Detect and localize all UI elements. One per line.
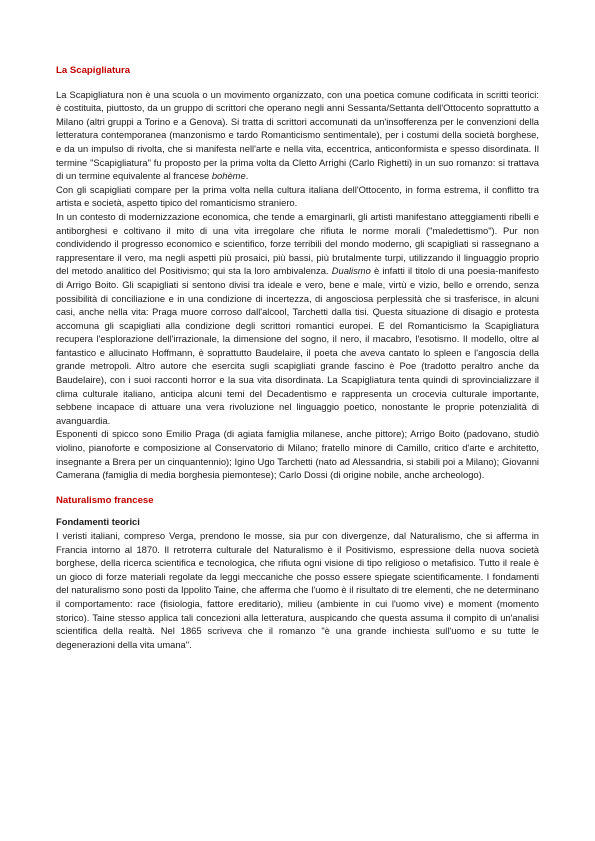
paragraph-context — [56, 210, 539, 428]
text-run: . — [245, 170, 249, 182]
text-run: è infatti il titolo di una poesia-manifesto di Arrigo Boito. Gli scapigliati si sentono divisi tra ideale e vero, bene e male, virtù e vizio, bello e orrendo, senza possibilità di conciliazione e in una condizione di incertezza, di angosciosa perplessità che si trasferisce, in alcuni casi, anche nella vita: Praga muore corroso dall'alcool, Tarchetti dalla tisi. Questa situazione di disagio e protesta accomuna gli scapigliati alla condizione degli scrittori romantici europei. E del Romanticismo la Scapigliatura recupera l'esplorazione dell'irrazionale, la dimensione del sogno, il nero, il macabro, l'esotismo. Il modello, oltre al fantastico e allucinato Hoffmann, è soprattutto Baudelaire, il poeta che aveva cantato lo spleen e l'angoscia della grande metropoli. Altro autore che esercita sugli scapigliati grande fascino è Poe (tradotto peraltro anche da Baudelaire), con i suoi racconti horror e la sua vita disordinata. La Scapigliatura tenta quindi di sprovincializzare il clima culturale italiano, anticipa alcuni temi del Decadentismo e rappresenta un crocevia culturale importante, sebbene incapace di attuare una vera rivoluzione nel linguaggio poetico, nonostante le proprie potenzialità di avanguardia. — [56, 265, 539, 426]
section-heading-naturalismo: Naturalismo francese — [56, 494, 154, 506]
paragraph-conflict: Con gli scapigliati compare per la prima volta nella cultura italiana dell'Ottocento, in forma estrema, il conflitto tra artista e società, aspetto tipico del romanticismo straniero. — [56, 183, 539, 209]
text-run: In un contesto di modernizzazione economica, che tende a emarginarli, gli artisti manifestano atteggiamenti ribelli e antiborghesi e coltivano il mito di una vita irregolare che rifiuta le norme morali ("maledettismo"). Pur non condividendo il progresso economico e scientifico, forze terribili del mondo moderno, gli scapigliati si rassegnano a rappresentare il vero, ma negli aspetti più prosaici, più bassi, più brutalmente turpi, utilizzando il linguaggio proprio del metodo analitico del Positivismo; qui sta la loro ambivalenza. — [56, 210, 539, 277]
paragraph-naturalismo: I veristi italiani, compreso Verga, prendono le mosse, sia pur con divergenze, dal Naturalismo, che si afferma in Francia intorno al 1870. Il retroterra culturale del Naturalismo è il Positivismo, espressione della nuova società borghese, della ricerca scientifica e tecnologica, che rifiuta ogni visione di tipo religioso o metafisico. Tutto il reale è un gioco di forze materiali regolate da leggi meccaniche che posso essere spiegate scientificamente. I fondamenti del naturalismo sono posti da Ippolito Taine, che afferma che l'uomo è il risultato di tre elementi, che ne determinano il comportamento: race (fisiologia, fattore ereditario), milieu (ambiente in cui l'uomo vive) e moment (momento storico). Taine stesso applica tali concezioni alla letteratura, auspicando che questa assuma il compito di un'analisi scientifica della realtà. Nel 1865 scriveva che il romanzo "è una grande inchiesta sull'uomo e su tutte le degenerazioni della vita umana". — [56, 530, 539, 650]
text-run: La Scapigliatura non è una scuola o un movimento organizzato, con una poetica comune codificata in scritti teorici: è costituita, piuttosto, da un gruppo di scrittori che operano negli anni Sessanta/Settanta dell'Ottocento soprattutto a Milano (altri gruppi a Torino e a Genova). Si tratta di scrittori accomunati da un'insofferenza per le convenzioni della letteratura contemporanea (manzonismo e tardo Romanticismo sentimentale), per i costumi della società borghese, e da un impulso di rivolta, che si manifesta nell'arte e nella vita, eccentrica, anticonformista e spesso disordinata. Il termine "Scapigliatura" fu proposto per la prima volta da Cletto Arrighi (Carlo Righetti) in un suo romanzo: si trattava di un termine equivalente al francese — [56, 88, 539, 182]
paragraph-scapigliatura-intro — [56, 88, 539, 183]
subheading-fondamenti: Fondamenti teorici — [56, 516, 140, 528]
paragraph-exponents: Esponenti di spicco sono Emilio Praga (di agiata famiglia milanese, anche pittore); Arrigo Boito (padovano, studiò violino, pianoforte e composizione al Conservatorio di Milano; fratello minore di Camillo, critico d'arte e architetto, insegnante a Brera per un cinquantennio); Igino Ugo Tarchetti (nato ad Alessandria, si stabili poi a Milano); Giovanni Camerana (famiglia di media borghesia piemontese); Carlo Dossi (di origine nobile, anche archeologo). — [56, 428, 539, 481]
italic-term-boheme: bohème — [211, 170, 246, 182]
section-heading-scapigliatura: La Scapigliatura — [56, 65, 131, 76]
italic-title-dualismo: Dualismo — [331, 265, 371, 277]
